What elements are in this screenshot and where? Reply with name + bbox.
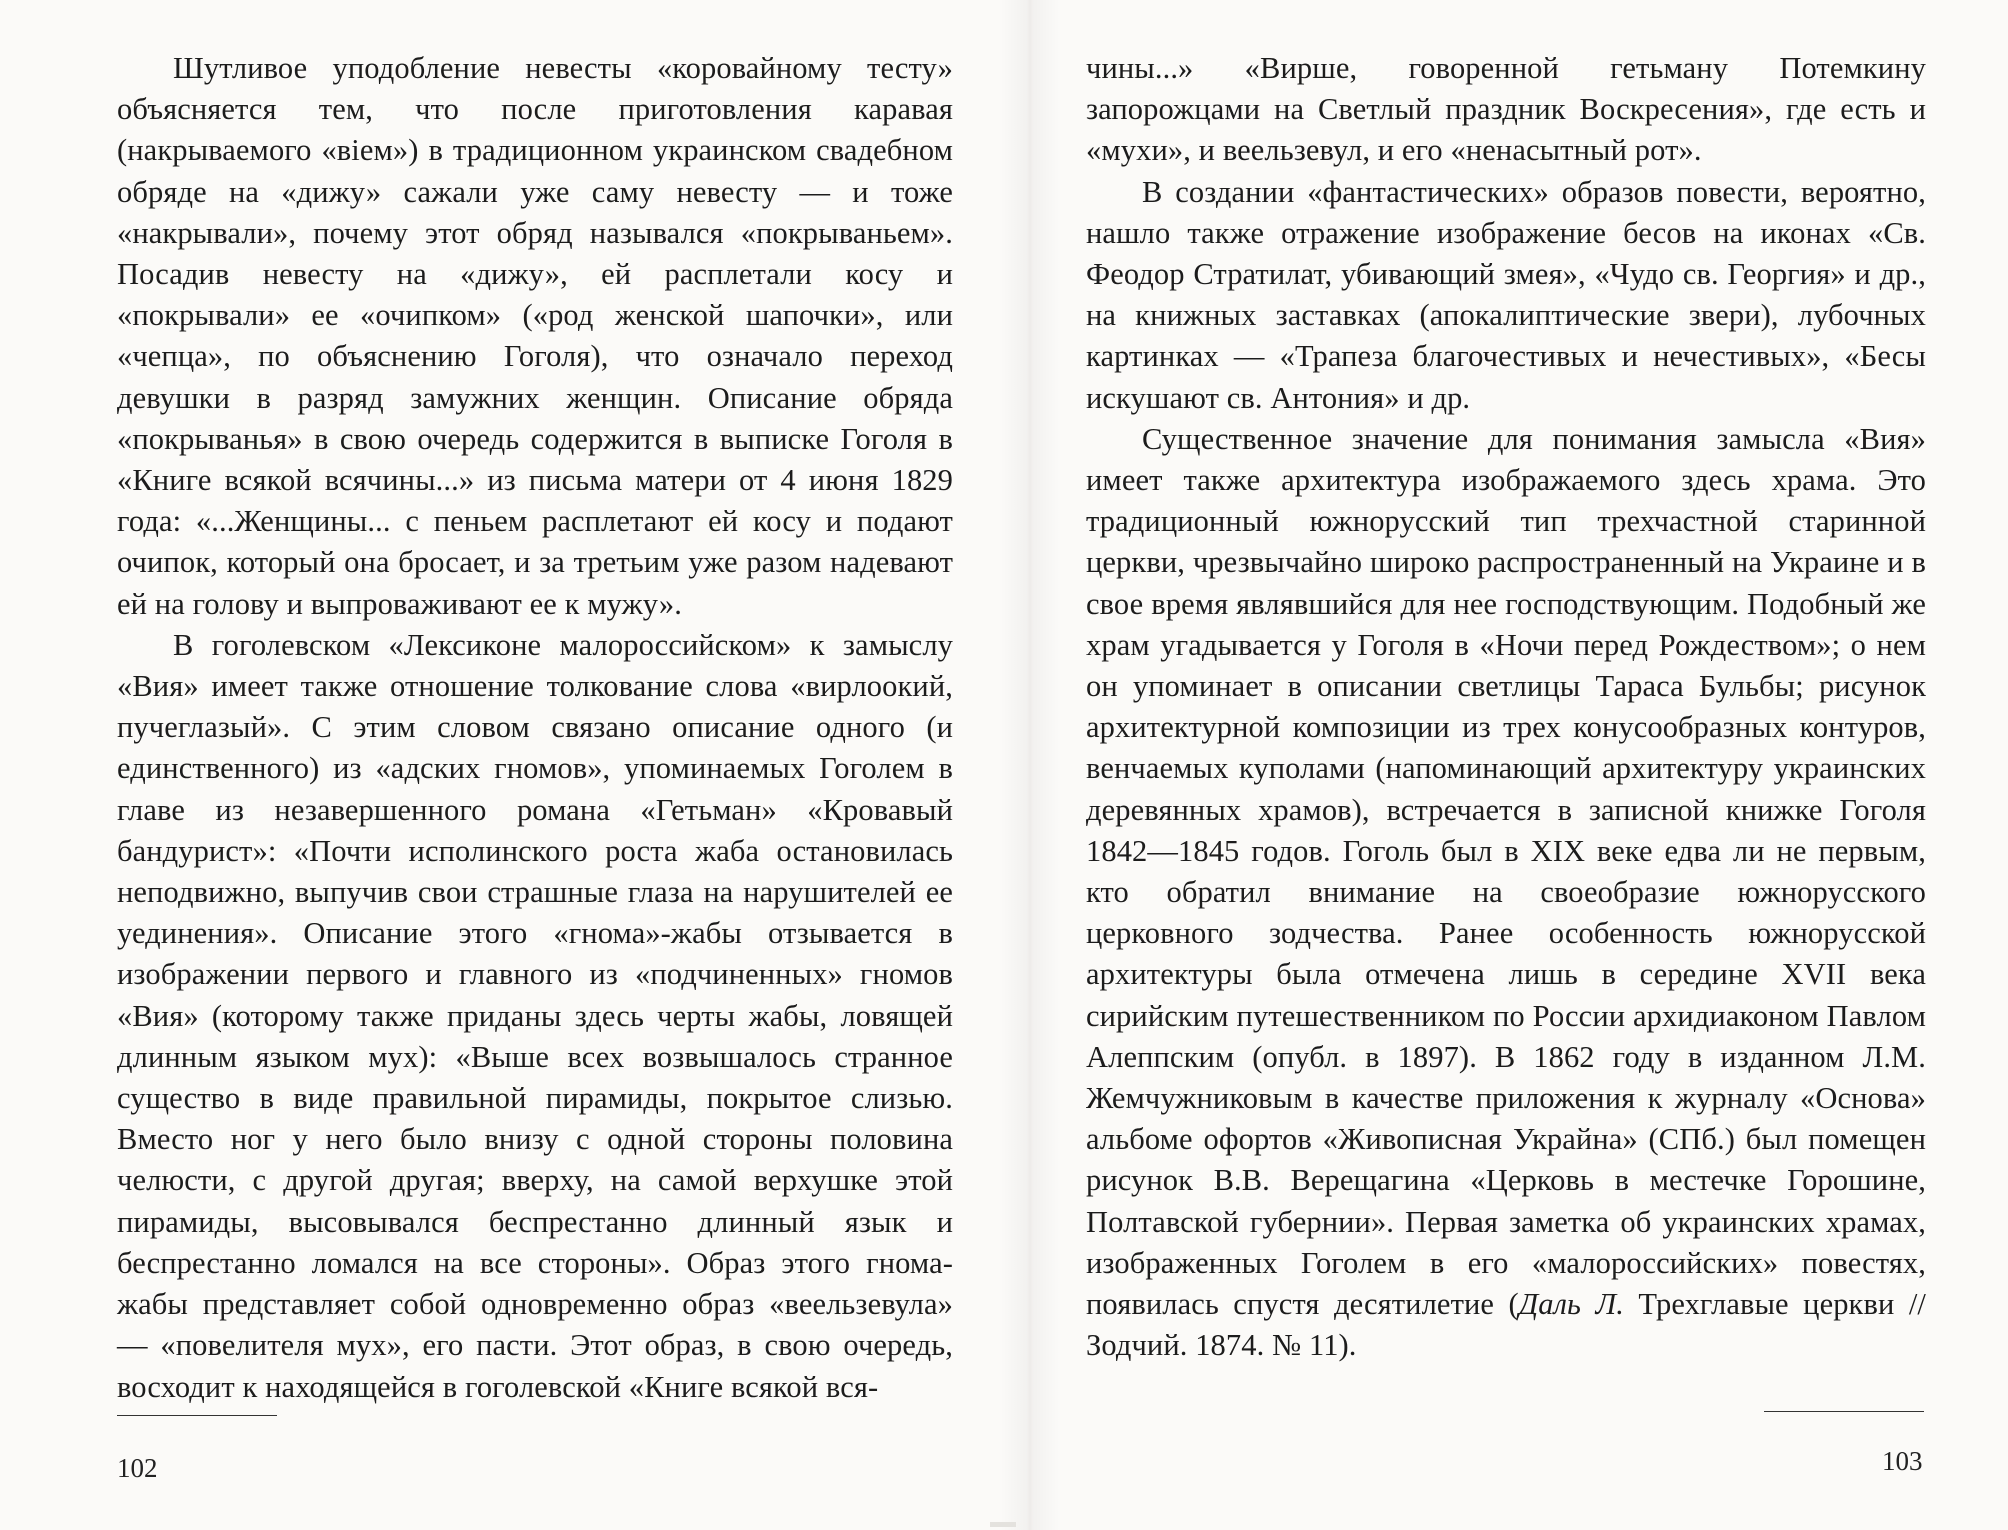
left-footnote-rule: [117, 1415, 277, 1416]
left-page-text: [117, 48, 953, 1408]
right-paragraph-3-body: Существенное значение для понимания замысла «Вия» имеет также архитектура изображаемого здесь храма. Это традиционный южнорусский тип трехчастной старинной церкви, чрезвычайно широко распространенный на Украине и в свое время являвшийся для нее господствующим. Подобный же храм угадывается у Гоголя в «Ночи перед Рождеством»; о нем он упоминает в описании светлицы Тараса Бульбы; рисунок архитектурной композиции из трех конусообразных контуров, венчаемых куполами (напоминающий архитектуру украинских деревянных храмов), встречается в записной книжке Гоголя 1842—1845 годов. Гоголь был в XIX веке едва ли не первым, кто обратил внимание на своеобразие южнорусского церковного зодчества. Ранее особенность южнорусской архитектуры была отмечена лишь в середине XVII века сирийским путешественником по России архидиаконом Павлом Алеппским (опубл. в 1897). В 1862 году в изданном Л.М. Жемчужниковым в качестве приложения к журналу «Основа» альбоме офортов «Живописная Украйна» (СПб.) был помещен рисунок В.В. Верещагина «Церковь в местечке Горошине, Полтавской губернии». Первая заметка об украинских храмах, изображенных Гоголем в его «малороссийских» повестях, появилась спустя десятилетие (: [1086, 421, 1926, 1322]
right-page-text: [1086, 48, 1926, 1367]
left-paragraph-1: Шутливое уподобление невесты «коровайному тесту» объясняется тем, что после приготовления каравая (накрываемого «віем») в традиционном украинском свадебном обряде на «дижу» сажали уже саму невесту — и тоже «накрывали», почему этот обряд назывался «покрываньем». Посадив невесту на «дижу», ей расплетали косу и «покрывали» ее «очипком» («род женской шапочки», или «чепца», по объяснению Гоголя), что означало переход девушки в разряд замужних женщин. Описание обряда «покрыванья» в свою очередь содержится в выписке Гоголя в «Книге всякой всячины...» из письма матери от 4 июня 1829 года: «...Женщины... с пеньем расплетают ей косу и подают очипок, который она бросает, и за третьим уже разом надевают ей на голову и выпроваживают ее к мужу».: [117, 51, 953, 621]
right-paragraph-2: В создании «фантастических» образов повести, вероятно, нашло также отражение изображение бесов на иконах «Св. Феодор Стратилат, убивающий змея», «Чудо св. Георгия» и др., на книжных заставках (апокалиптические звери), лубочных картинках — «Трапеза благочестивых и нечестивых», «Бесы искушают св. Антония» и др.: [1086, 174, 1926, 415]
right-page-number: 103: [1882, 1446, 1923, 1476]
right-page: [1004, 0, 2008, 1530]
right-footnote-rule: [1764, 1411, 1924, 1412]
citation-tail: Трехглавые церкви // Зодчий. 1874. № 11).: [1086, 1287, 1927, 1363]
right-paragraph-1: чины...» «Вирше, говоренной гетьману Потемкину запорожцами на Светлый праздник Воскресения», где есть и «мухи», и веельзевул, и его «ненасытный рот».: [1086, 51, 1926, 168]
citation-author: Даль Л.: [1518, 1287, 1624, 1322]
left-paragraph-2: В гоголевском «Лексиконе малороссийском» к замыслу «Вия» имеет также отношение толкование слова «вирлоокий, пучеглазый». С этим словом связано описание одного (и единственного) из «адских гномов», упоминаемых Гоголем в главе из незавершенного романа «Гетьман» «Кровавый бандурист»: «Почти исполинского роста жаба остановилась неподвижно, выпучив свои страшные глаза на нарушителей ее уединения». Описание этого «гнома»-жабы отзывается в изображении первого и главного из «подчиненных» гномов «Вия» (которому также приданы здесь черты жабы, ловящей длинным языком мух): «Выше всех возвышалось странное существо в виде правильной пирамиды, покрытое слизью. Вместо ног у него было внизу с одной стороны половина челюсти, с другой другая; вверху, на самой верхушке этой пирамиды, высовывался беспрестанно длинный язык и беспрестанно ломался на все стороны». Образ этого гнома-жабы представляет собой одновременно образ «веельзевула» — «повелителя мух», его пасти. Этот образ, в свою очередь, восходит к находящейся в гоголевской «Книге всякой вся-: [117, 627, 953, 1404]
right-paragraph-3: [1086, 419, 1926, 1367]
binding-mark: [990, 1522, 1016, 1527]
left-page-number: 102: [117, 1453, 158, 1483]
